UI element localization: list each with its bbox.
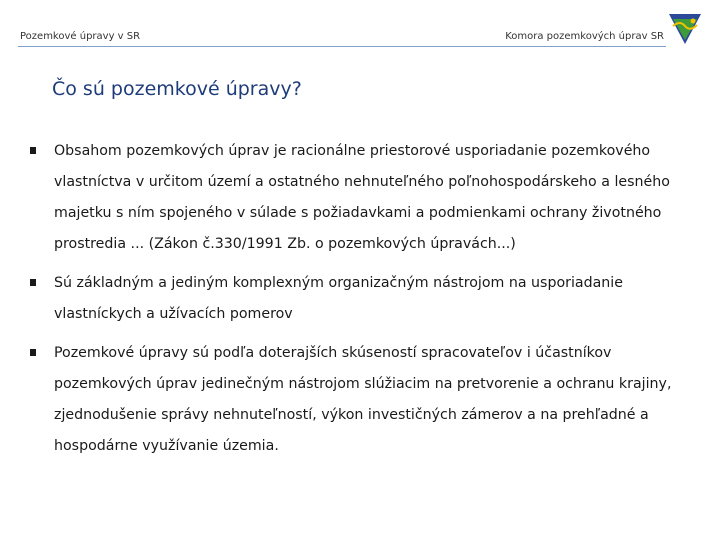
komora-logo-icon: [668, 10, 702, 46]
header-right-text: Komora pozemkových úprav SR: [505, 31, 664, 42]
header-divider: [18, 46, 666, 47]
bullet-text: Pozemkové úpravy sú podľa doterajších skúseností spracovateľov i účastníkov pozemkových úprav jedinečným nástrojom slúžiacim na pretvorenie a ochranu krajiny, zjednodušenie správy nehnuteľností, výkon investičných zámerov a na prehľadné a hospodárne využívanie územia.: [54, 345, 672, 454]
bullet-marker-icon: [30, 147, 36, 154]
bullet-item: [30, 338, 690, 462]
bullet-item: [30, 136, 690, 260]
bullet-text: Sú základným a jediným komplexným organizačným nástrojom na usporiadanie vlastníckych a užívacích pomerov: [54, 275, 623, 322]
bullet-item: [30, 268, 690, 330]
slide-title: Čo sú pozemkové úpravy?: [52, 78, 302, 100]
header-left-text: Pozemkové úpravy v SR: [20, 31, 141, 42]
bullet-list: [30, 136, 690, 470]
bullet-marker-icon: [30, 349, 36, 356]
bullet-text: Obsahom pozemkových úprav je racionálne priestorové usporiadanie pozemkového vlastníctva v určitom území a ostatného nehnuteľného poľnohospodárskeho a lesného majetku s ním spojeného v súlade s požiadavkami a podmienkami ochrany životného prostredia ... (Zákon č.330/1991 Zb. o pozemkových úpravách...): [54, 143, 670, 252]
bullet-marker-icon: [30, 279, 36, 286]
logo-sun-shape: [691, 19, 696, 24]
